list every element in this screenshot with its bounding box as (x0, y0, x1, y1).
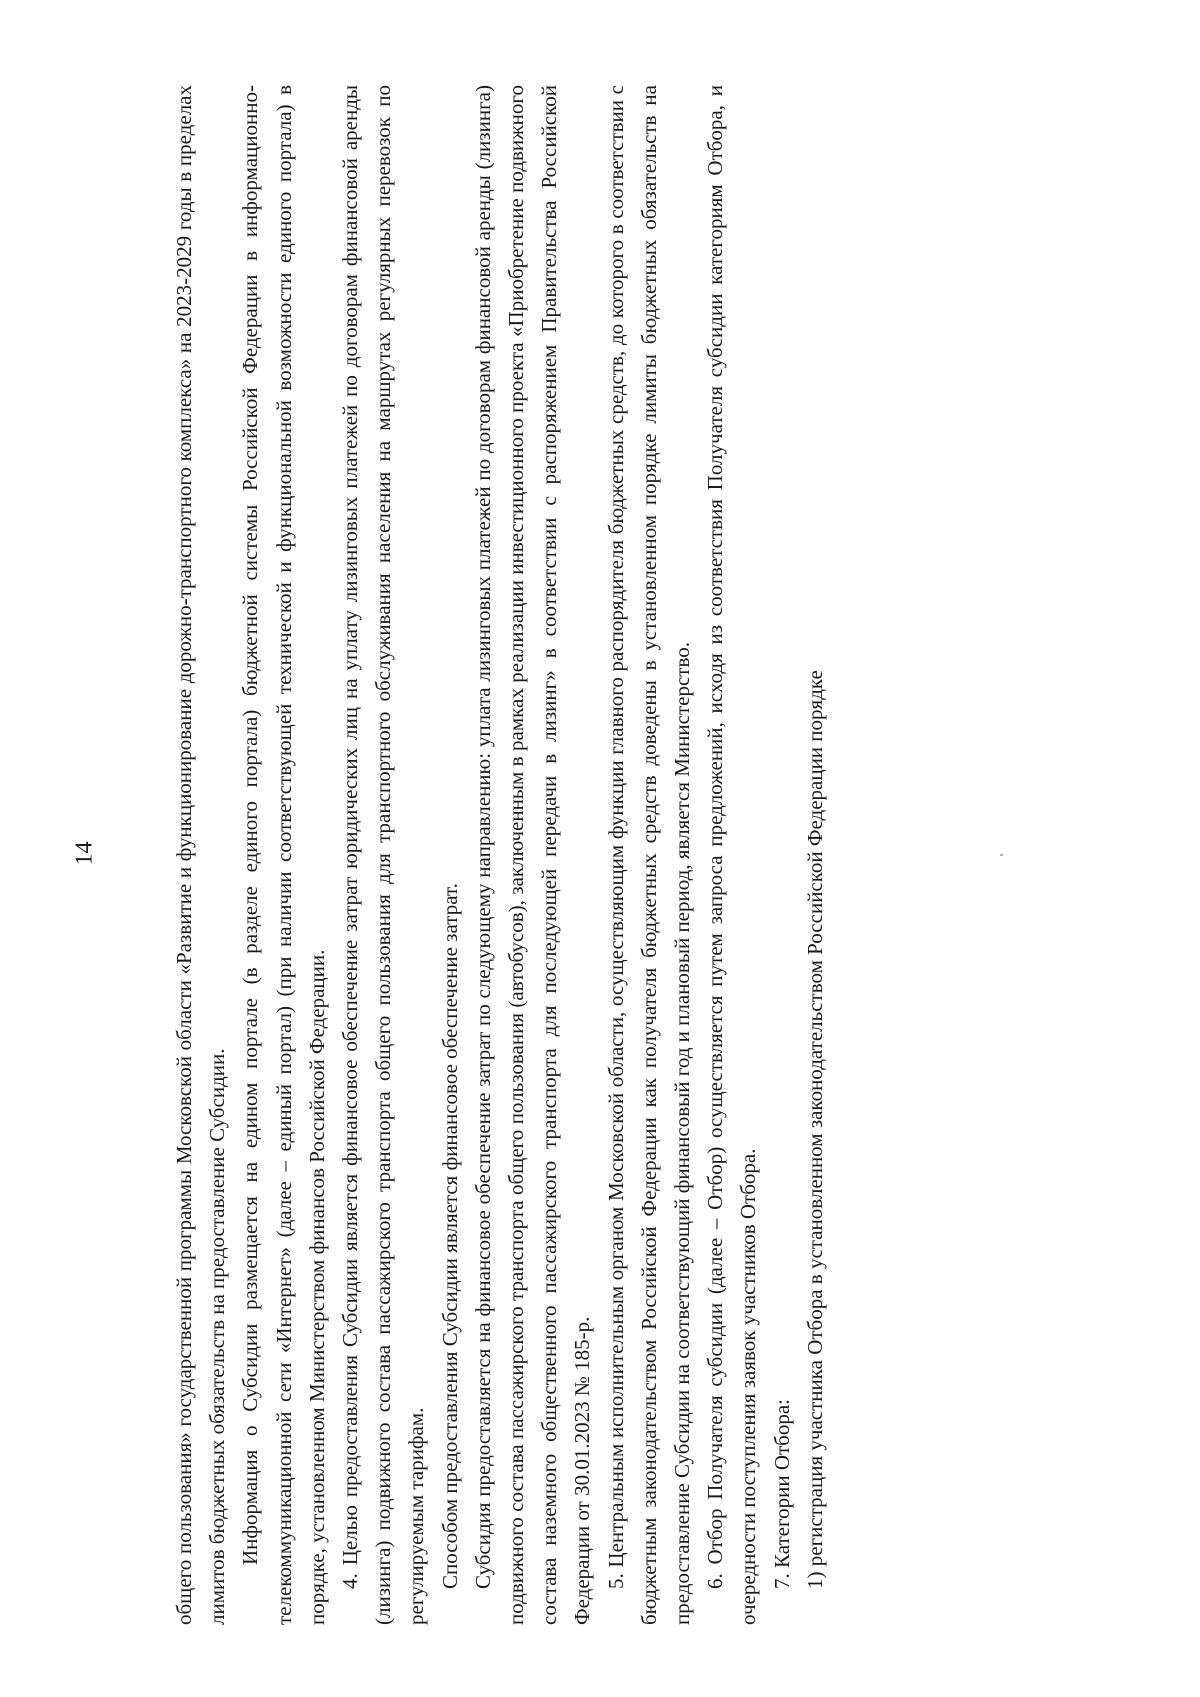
paragraph-method: Способом предоставления Субсидии является финансовое обеспечение затрат. (437, 883, 462, 1589)
page-number: 14 (71, 841, 98, 866)
paragraph-item-5: 5. Центральным исполнительным органом Московской области, осуществляющим функции главного распорядителя бюджетных средств, до которого в соответствии с бюджетным законодательством Российской Федерации как получателя бюджетных средств доведены в установленном порядке лимиты бюджетных обязательств на предоставление Субсидии на соответствующий финансовый год и плановый период, является Министерство. (603, 85, 695, 1625)
scan-speck (1000, 854, 1003, 856)
paragraph-item-6: 6. Отбор Получателя субсидии (далее – Отбор) осуществляется путем запроса предложений, исходя из соответствия Получателя субсидии категориям Отбора, и очередности поступления заявок участников Отбора. (703, 85, 761, 1625)
paragraph-item-7-1: 1) регистрация участника Отбора в установленном законодательством Российской Федерации порядке (802, 670, 827, 1589)
paragraph-direction: Субсидия предоставляется на финансовое обеспечение затрат по следующему направлению: уплата лизинговых платежей по договорам финансовой аренды (лизинга) подвижного состава пассажирского транспорта общего пользования (автобусов), заключенным в рамках реализации инвестиционного проекта «Приобретение подвижного состава наземного общественного пассажирского транспорта для последующей передачи в лизинг» в соответствии с распоряжением Правительства Российской Федерации от 30.01.2023 № 185-р. (470, 85, 595, 1625)
document-body (168, 85, 1043, 1625)
paragraph-item-4: 4. Целью предоставления Субсидии является финансовое обеспечение затрат юридических лиц на уплату лизинговых платежей по договорам финансовой аренды (лизинга) подвижного состава пассажирского транспорта общего пользования для транспортного обслуживания населения на маршрутах регулярных перевозок по регулируемым тарифам. (338, 85, 429, 1625)
paragraph-subsidy-info: Информация о Субсидии размещается на едином портале (в разделе единого портала) бюджетной системы Российской Федерации в информационно-телекоммуникационной сети «Интернет» (далее – единый портал) (при наличии соответствующей технической и функциональной возможности единого портала) в порядке, установленном Министерством финансов Российской Федерации. (238, 85, 329, 1625)
paragraph-item-7: 7. Категории Отбора: (769, 1398, 794, 1589)
paragraph-program-continuation: общего пользования» государственной программы Московской области «Развитие и функционирование дорожно-транспортного комплекса» на 2023-2029 годы в пределах лимитов бюджетных обязательств на предоставление Субсидии. (172, 85, 230, 1625)
